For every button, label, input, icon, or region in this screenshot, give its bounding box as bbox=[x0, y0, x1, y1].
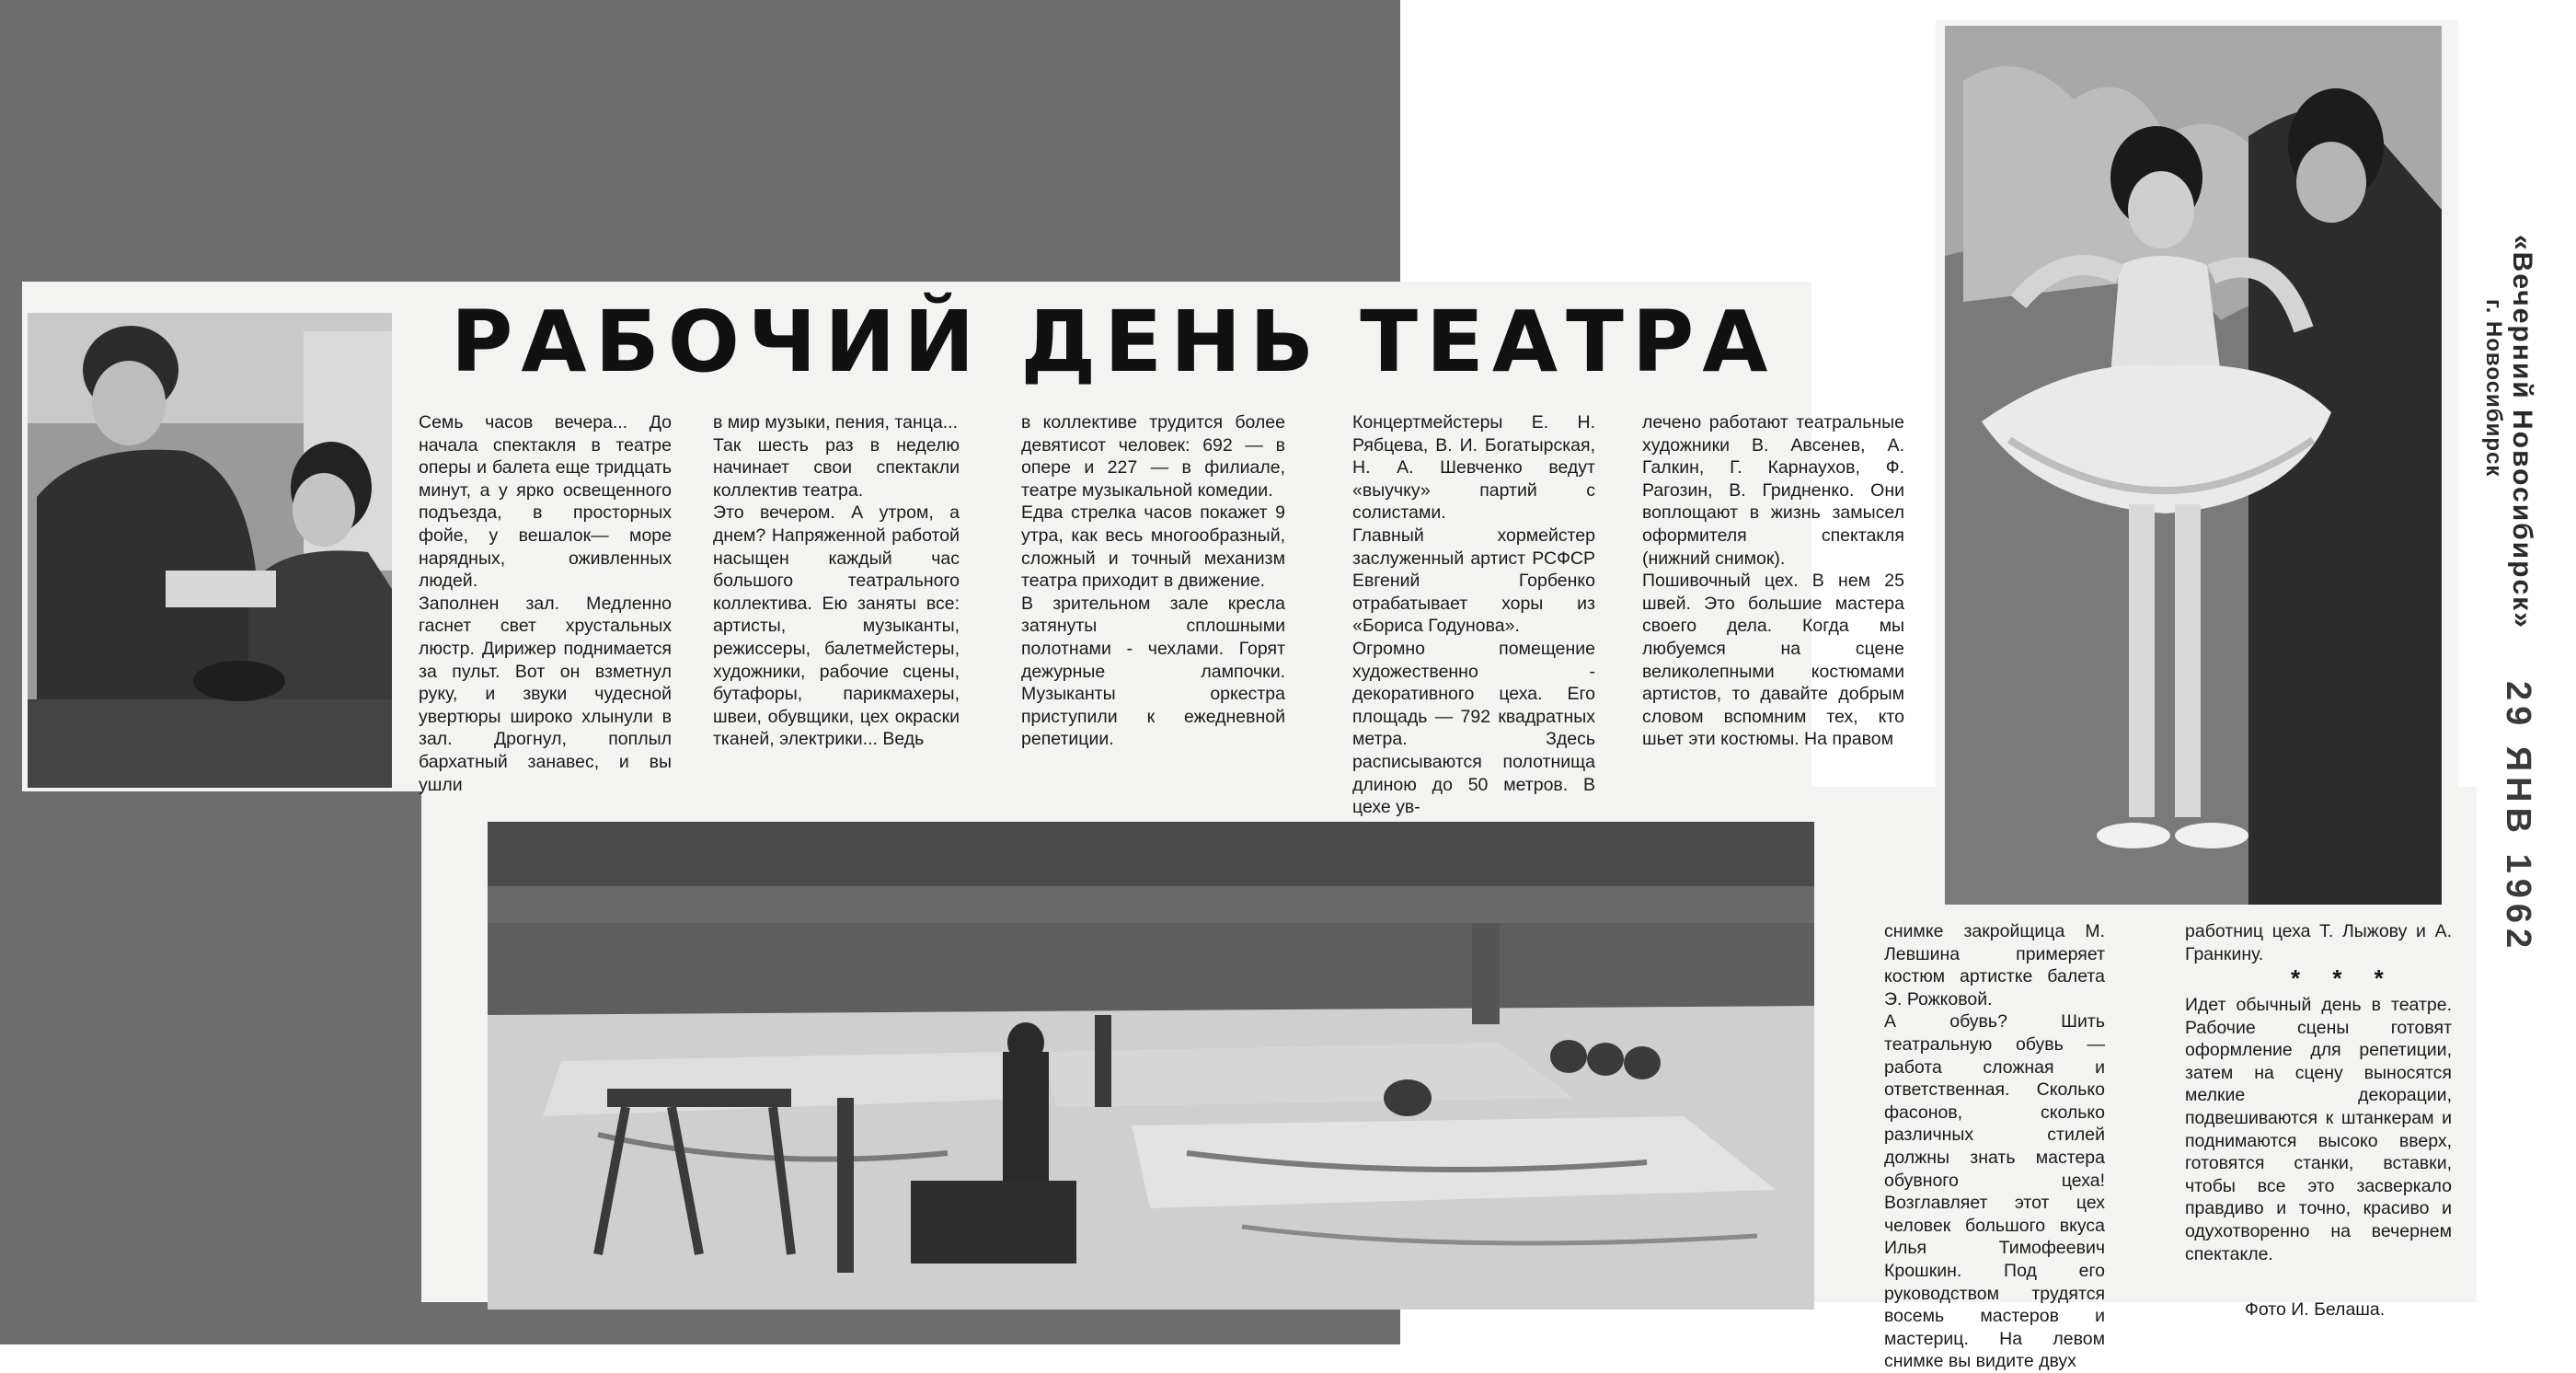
stamp-newspaper: «Вечерний Новосибирск» bbox=[2507, 235, 2537, 629]
article-column-4: Концертмейстеры Е. Н. Рябцева, В. И. Богатырская, Н. А. Шевченко ведут «выучку» партий с солистами. Главный хормейстер заслуженный артист РСФСР Евгений Горбенко отрабатывает хоры из «Бориса Годунова». Огромно помещение художественно - декоративного цеха. Его площадь — 792 квадратных метра. Здесь расписываются полотнища длиною до 50 метров. В цехе ув- bbox=[1352, 412, 1595, 818]
photo-decoration-workshop bbox=[488, 822, 1814, 1310]
article-column-6: снимке закройщица М. Левшина примеряет костюм артистке балета Э. Рожковой. А обувь? Шить театральную обувь — работа сложная и ответственная. Сколько фасонов, сколько различных стилей должны знать мастера обувного цеха! Возглавляет этот цех человек большого вкуса Илья Тимофеевич Крошкин. Под его руководством трудятся восемь мастеров и мастериц. На левом снимке вы видите двух bbox=[1884, 921, 2105, 1372]
article-column-5: лечено работают театральные художники В. Авсенев, А. Галкин, Г. Карнаухов, Ф. Рагозин, В. Гридненко. Они воплощают в жизнь замысел оформителя спектакля (нижний снимок). Пошивочный цех. В нем 25 швей. Это большие мастера своего дела. Когда мы любуемся на сцене великолепными костюмами артистов, то давайте добрым словом вспомним тех, кто шьет эти костюмы. На правом bbox=[1642, 412, 1904, 750]
article-column-1: Семь часов вечера... До начала спектакля в театре оперы и балета еще тридцать минут, а у ярко освещенного подъезда, в просторных фойе, у вешалок— море нарядных, оживленных людей. Заполнен зал. Медленно гаснет свет хрустальных люстр. Дирижер поднимается за пульт. Вот он взметнул руку, и звуки чудесной увертюры широко хлынули в зал. Дрогнул, поплыл бархатный занавес, и вы ушли bbox=[419, 412, 672, 795]
article-column-8: Идет обычный день в театре. Рабочие сцены готовят оформление для репетиции, затем на сцену выносятся мелкие декорации, подвешиваются к штанкерам и поднимаются высоко вверх, готовятся станки, вставки, чтобы все это засверкало правдиво и точно, красиво и одухотворенно на вечернем спектакле. bbox=[2185, 995, 2452, 1264]
stamp-city: г. Новосибирск bbox=[2481, 299, 2506, 478]
archive-stamp bbox=[2481, 235, 2543, 954]
photo-shoemakers bbox=[28, 313, 392, 788]
stamp-date: 29 ЯНВ 1962 bbox=[2499, 681, 2537, 954]
article-column-3: в коллективе трудится более девятисот человек: 692 — в опере и 227 — в филиале, театре музыкальной комедии. Едва стрелка часов покажет 9 утра, как весь многообразный, сложный и точный механизм театра приходит в движение. В зрительном зале кресла затянуты сплошными полотнами - чехлами. Горят дежурные лампочки. Музыканты оркестра приступили к ежедневной репетиции. bbox=[1021, 412, 1285, 750]
section-separator: * * * bbox=[2291, 964, 2397, 992]
article-title: РАБОЧИЙ ДЕНЬ ТЕАТРА bbox=[451, 293, 1777, 391]
photo-ballerina-fitting bbox=[1945, 26, 2442, 905]
photo-credit: Фото И. Белаша. bbox=[2245, 1299, 2386, 1320]
article-column-2: в мир музыки, пения, танца... Так шесть раз в неделю начинает свои спектакли коллектив театра. Это вечером. А утром, а днем? Напряженной работой насыщен каждый час большого театрального коллектива. Ею заняты все: артисты, музыканты, режиссеры, балетмейстеры, художники, рабочие сцены, бутафоры, парикмахеры, швеи, обувщики, цех окраски тканей, электрики... Ведь bbox=[713, 412, 960, 750]
article-column-7: работниц цеха Т. Лыжову и А. Гранкину. bbox=[2185, 921, 2452, 964]
